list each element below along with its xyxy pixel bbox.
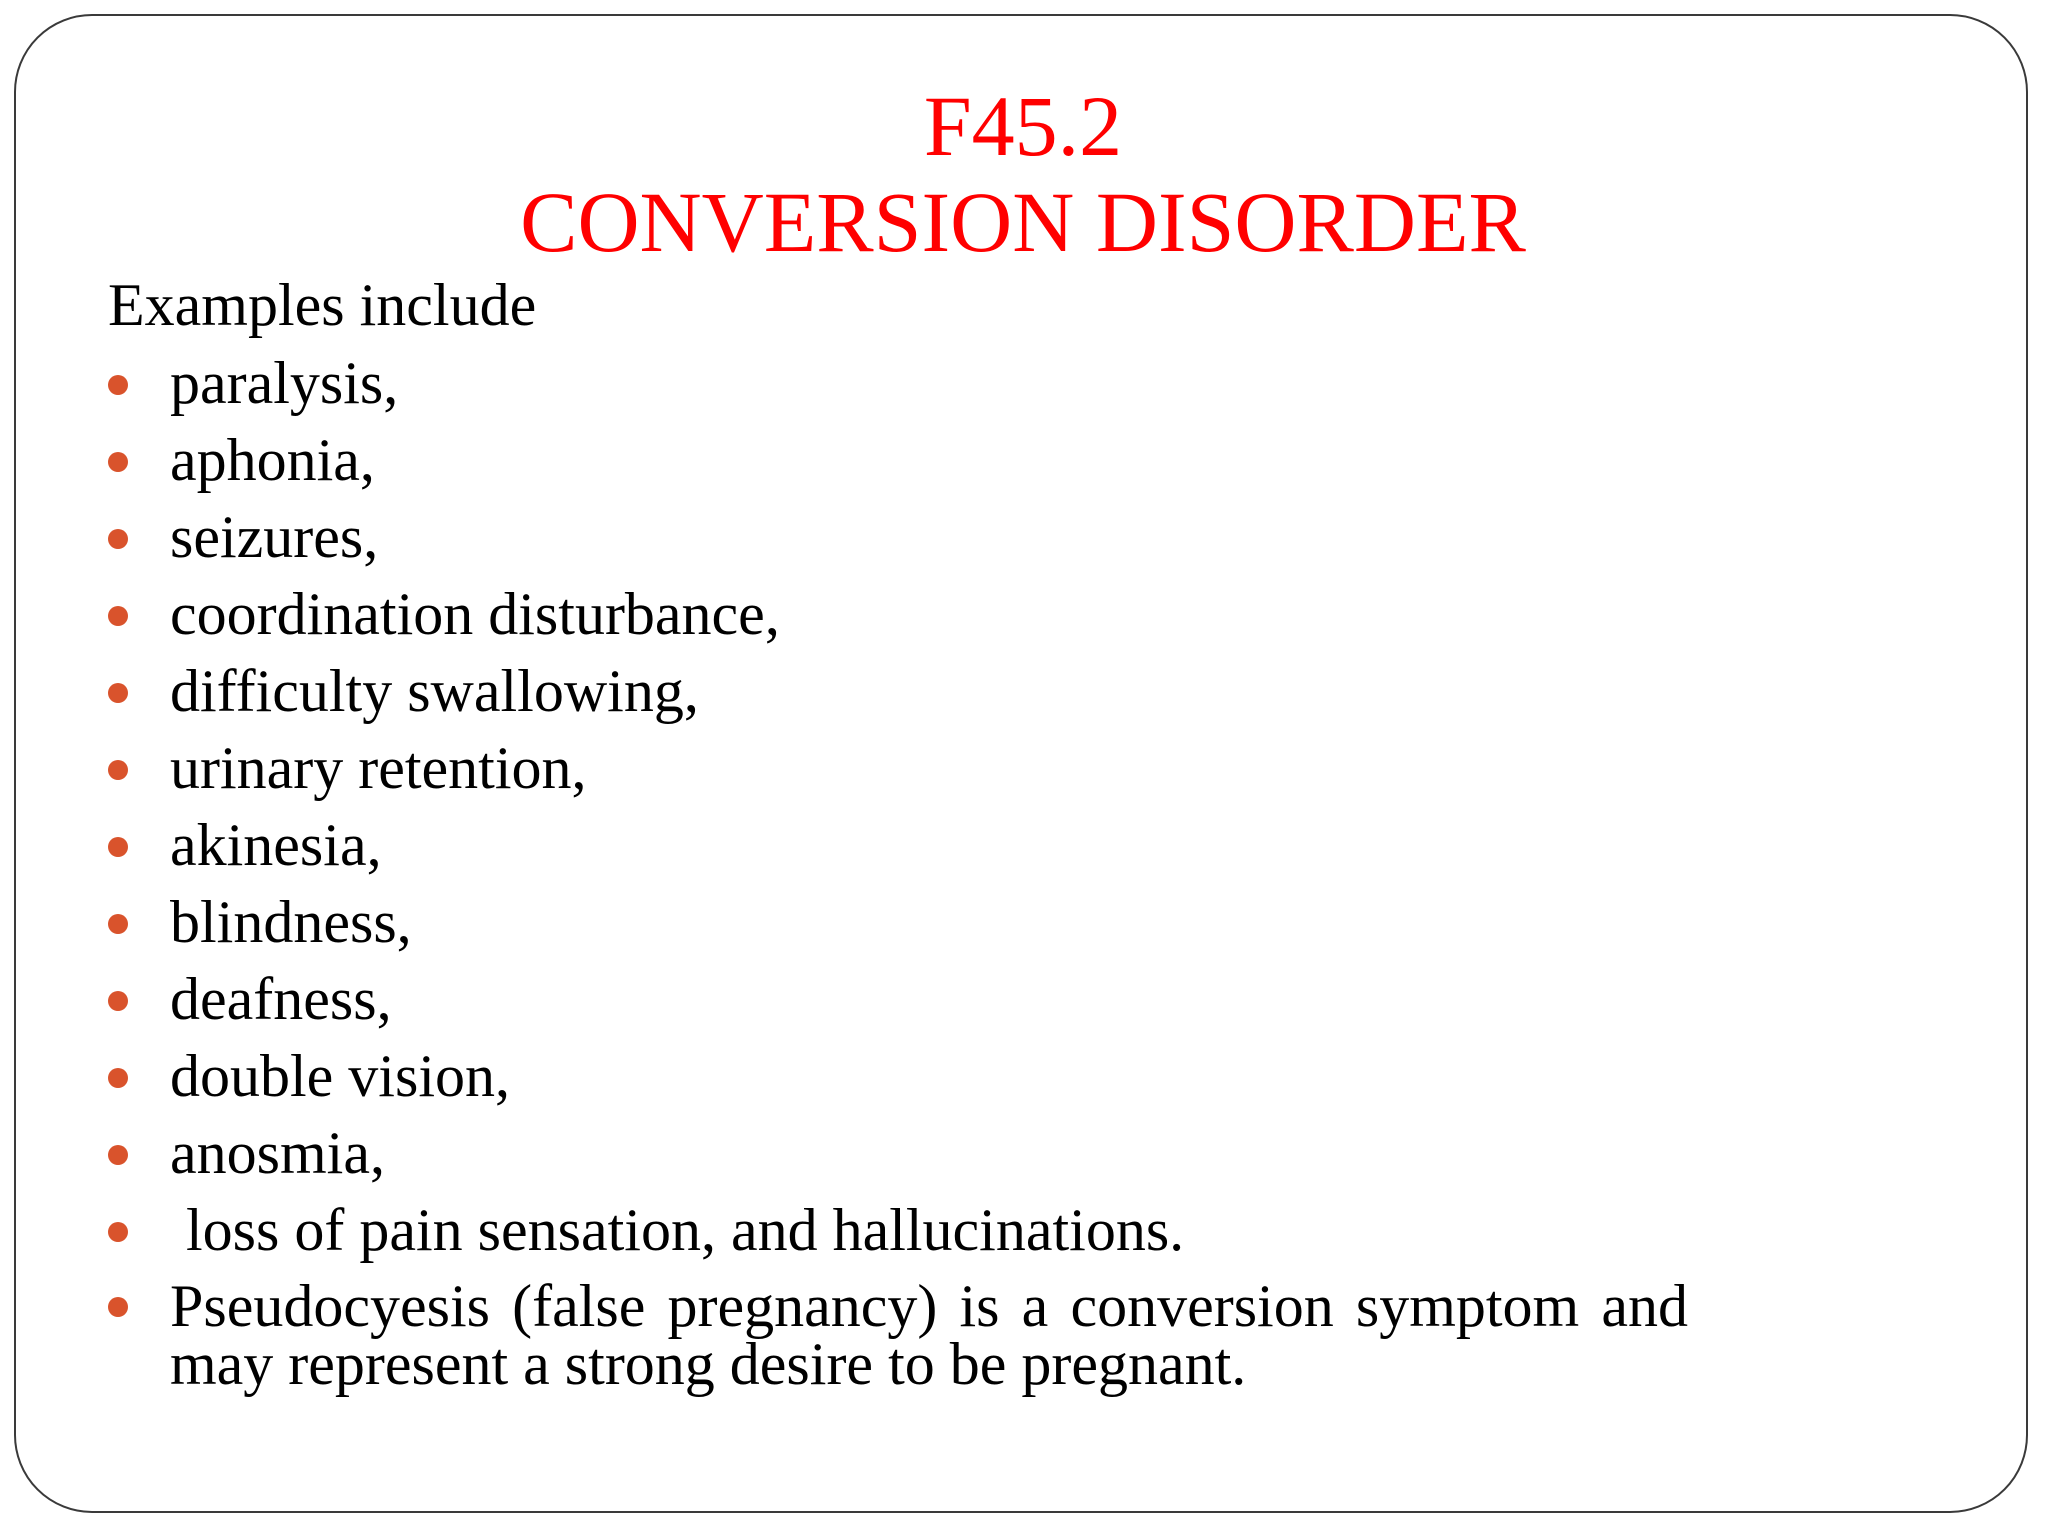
list-item-text: anosmia, xyxy=(170,1120,385,1186)
bullet-icon xyxy=(108,837,128,857)
list-item xyxy=(108,811,1688,888)
title-code: F45.2 xyxy=(923,78,1123,174)
list-item-text: deafness, xyxy=(170,966,392,1032)
list-item-text: loss of pain sensation, and hallucinations. xyxy=(186,1197,1185,1263)
slide-body xyxy=(108,270,1688,1397)
list-item xyxy=(108,503,1688,580)
bullet-icon xyxy=(108,914,128,934)
list-item xyxy=(108,1196,1688,1273)
bullet-icon xyxy=(108,1145,128,1165)
list-item-text: seizures, xyxy=(170,504,379,570)
list-item-text: Pseudocyesis (false pregnancy) is a conversion symptom and may represent a strong desire to be pregnant. xyxy=(170,1273,1688,1397)
list-item xyxy=(108,1273,1688,1397)
bullet-icon xyxy=(108,606,128,626)
list-item xyxy=(108,580,1688,657)
title-heading: CONVERSION DISORDER xyxy=(520,174,1526,270)
bullet-icon xyxy=(108,1297,128,1317)
list-item xyxy=(108,888,1688,965)
list-item xyxy=(108,1119,1688,1196)
list-item-text: difficulty swallowing, xyxy=(170,658,699,724)
bullet-icon xyxy=(108,1222,128,1242)
bullet-icon xyxy=(108,452,128,472)
list-item xyxy=(108,734,1688,811)
bullet-icon xyxy=(108,683,128,703)
bullet-icon xyxy=(108,375,128,395)
bullet-icon xyxy=(108,991,128,1011)
list-item-text: coordination disturbance, xyxy=(170,581,780,647)
bullet-list xyxy=(108,349,1688,1397)
intro-text: Examples include xyxy=(108,272,537,338)
bullet-icon xyxy=(108,1068,128,1088)
list-item xyxy=(108,426,1688,503)
list-item-text: aphonia, xyxy=(170,427,375,493)
list-item-text: akinesia, xyxy=(170,812,382,878)
list-item-text: paralysis, xyxy=(170,350,399,416)
bullet-icon xyxy=(108,529,128,549)
list-item-text: urinary retention, xyxy=(170,735,587,801)
slide-title xyxy=(16,78,2030,270)
list-item-text: double vision, xyxy=(170,1043,510,1109)
list-item xyxy=(108,349,1688,426)
list-item xyxy=(108,657,1688,734)
list-item xyxy=(108,1042,1688,1119)
list-item-text: blindness, xyxy=(170,889,412,955)
list-item xyxy=(108,965,1688,1042)
bullet-icon xyxy=(108,760,128,780)
